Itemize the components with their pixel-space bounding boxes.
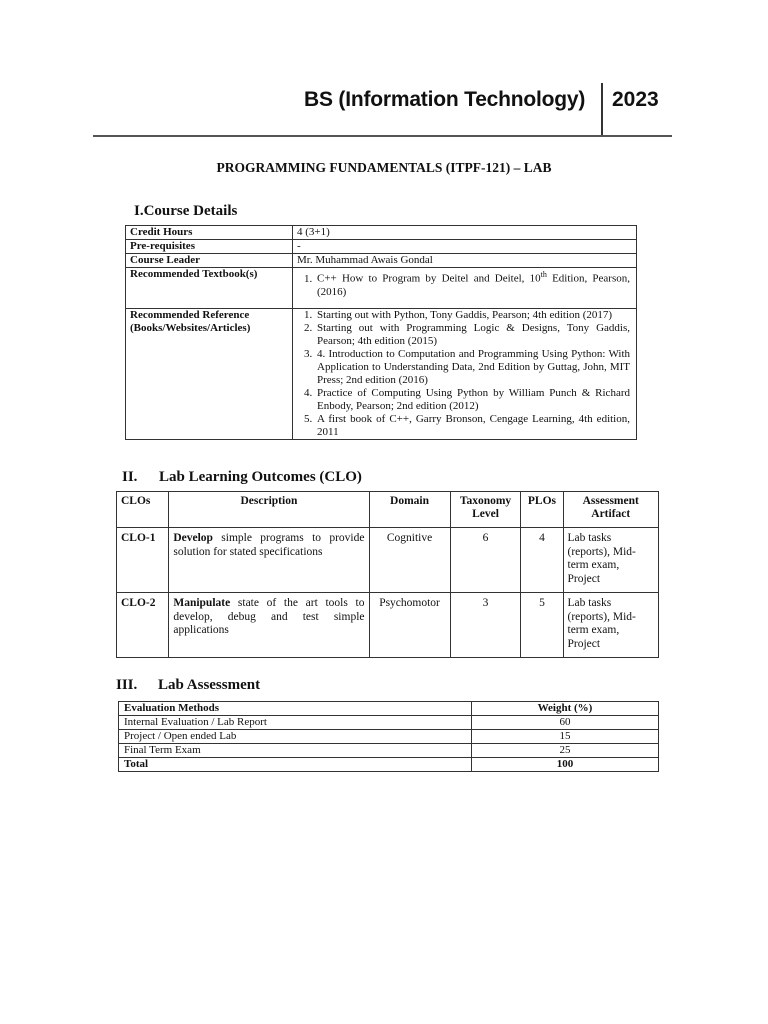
table-row (117, 593, 659, 658)
section-number: III. (116, 677, 138, 693)
reference-item: 4. Practice of Computing Using Python by William Punch & Richard Enbody, Pearson; 2nd edition (2012) (315, 387, 630, 413)
assessment-method: Internal Evaluation / Lab Report (119, 716, 472, 730)
section-number: II. (122, 469, 138, 485)
clo-verb: Manipulate (173, 597, 231, 609)
clo-plo: 4 (521, 528, 563, 593)
reference-item: 2. Starting out with Programming Logic & Designs, Tony Gaddis, Pearson; 4th edition (2015) (315, 322, 630, 348)
assessment-weight: 15 (472, 730, 659, 744)
clo-domain: Psychomotor (369, 593, 450, 658)
table-cell-value: 4 (3+1) (293, 226, 637, 240)
table-row (117, 528, 659, 593)
textbook-list (297, 268, 630, 299)
table-row (119, 730, 659, 744)
table-row (119, 716, 659, 730)
table-cell-value (293, 268, 637, 309)
assessment-weight: 25 (472, 744, 659, 758)
table-header-row (119, 702, 659, 716)
table-row (126, 226, 637, 240)
textbook-text: Edition, Pearson, (2016) (317, 272, 630, 298)
column-header: Description (169, 492, 369, 528)
course-details-table (125, 225, 637, 440)
assessment-method: Final Term Exam (119, 744, 472, 758)
assessment-table (118, 701, 659, 772)
reference-list (297, 309, 630, 439)
table-row (126, 254, 637, 268)
table-cell-label: Recommended Reference (Books/Websites/Articles) (126, 309, 293, 440)
list-item (315, 268, 630, 299)
assessment-method: Project / Open ended Lab (119, 730, 472, 744)
clo-verb: Develop (173, 532, 213, 544)
clo-table (116, 491, 659, 658)
section-number: I. (134, 203, 144, 219)
table-cell-label: Recommended Textbook(s) (126, 268, 293, 309)
column-header: Evaluation Methods (119, 702, 472, 716)
table-cell-value: Mr. Muhammad Awais Gondal (293, 254, 637, 268)
table-row (126, 240, 637, 254)
reference-item: 1. Starting out with Python, Tony Gaddis, Pearson; 4th edition (2017) (315, 309, 630, 322)
clo-domain: Cognitive (369, 528, 450, 593)
table-total-row (119, 758, 659, 772)
column-header: PLOs (521, 492, 563, 528)
section-label: Course Details (143, 203, 238, 219)
section-heading-assessment (116, 677, 260, 694)
clo-taxonomy-level: 6 (450, 528, 521, 593)
column-header: Weight (%) (472, 702, 659, 716)
clo-plo: 5 (521, 593, 563, 658)
column-header: Assessment Artifact (563, 492, 659, 528)
superscript: th (540, 270, 547, 279)
textbook-text: C++ How to Program by Deitel and Deitel, 10 (317, 272, 541, 285)
clo-id: CLO-1 (117, 528, 169, 593)
program-header: BS (Information Technology) (304, 88, 586, 111)
section-label: Lab Learning Outcomes (CLO) (159, 469, 362, 485)
column-header: CLOs (117, 492, 169, 528)
table-cell-label: Credit Hours (126, 226, 293, 240)
table-cell-value (293, 309, 637, 440)
total-weight: 100 (472, 758, 659, 772)
table-cell-label: Course Leader (126, 254, 293, 268)
clo-description-text: simple programs to provide solution for stated specifications (173, 532, 365, 558)
section-label: Lab Assessment (158, 677, 261, 693)
column-header: Domain (369, 492, 450, 528)
course-title: PROGRAMMING FUNDAMENTALS (ITPF-121) – LAB (216, 160, 552, 175)
clo-id: CLO-2 (117, 593, 169, 658)
clo-artifact: Lab tasks (reports), Mid-term exam, Project (563, 528, 659, 593)
assessment-weight: 60 (472, 716, 659, 730)
table-cell-label: Pre-requisites (126, 240, 293, 254)
column-header: Taxonomy Level (450, 492, 521, 528)
reference-item: 3. 4. Introduction to Computation and Programming Using Python: With Application to Understanding Data, 2nd Edition by Guttag, John, MIT Press; 2nd edition (2016) (315, 348, 630, 387)
clo-description-text: state of the art tools to develop, debug and test simple applications (173, 597, 365, 636)
section-heading-clo (122, 469, 362, 486)
table-row (126, 268, 637, 309)
table-header-row (117, 492, 659, 528)
total-label: Total (119, 758, 472, 772)
clo-description (169, 593, 369, 658)
table-row (119, 744, 659, 758)
clo-description (169, 528, 369, 593)
table-row (126, 309, 637, 440)
clo-artifact: Lab tasks (reports), Mid-term exam, Project (563, 593, 659, 658)
reference-item: 5. A first book of C++, Garry Bronson, Cengage Learning, 4th edition, 2011 (315, 413, 630, 439)
clo-taxonomy-level: 3 (450, 593, 521, 658)
header-rule (93, 135, 672, 137)
header-year: 2023 (612, 88, 659, 111)
section-heading-course-details (134, 203, 237, 220)
table-cell-value: - (293, 240, 637, 254)
header-divider (601, 83, 603, 136)
